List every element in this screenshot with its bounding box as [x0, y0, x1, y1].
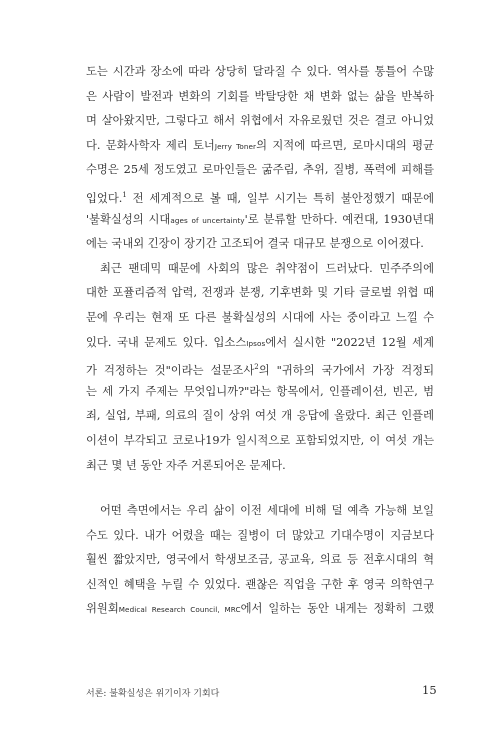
text-line: 최근 팬데믹 때문에 사회의 많은 취약점이 드러났다. 민주주의에	[100, 261, 434, 275]
text-line	[86, 183, 434, 208]
text-line: 신적인 혜택을 누릴 수 있었다. 괜찮은 직업을 구한 후 영국 의학연구	[86, 577, 434, 591]
text-segment: 있다. 국내 문제도 있다. 입소스	[86, 335, 247, 349]
text-line	[86, 134, 434, 159]
page-number: 15	[422, 683, 437, 697]
text-line: 며 살아왔지만, 그렇다고 해서 위협에서 자유로웠던 것은 결코 아니었	[86, 114, 434, 128]
text-line: 는 세 가지 주제는 무엇입니까?"라는 항목에서, 인플레이션, 빈곤, 범	[86, 384, 434, 398]
footnote-marker: 2	[254, 363, 259, 372]
text-segment: 가 걱정하는 것"이라는 설문조사	[86, 364, 255, 378]
text-segment: '불확실성의 시대	[86, 212, 171, 226]
text-segment: 에서 일하는 동안 내게는 정확히 그랬	[240, 602, 434, 616]
text-line: 에는 국내외 긴장이 장기간 고조되어 결국 대규모 분쟁으로 이어졌다.	[86, 237, 424, 251]
original-name-annotation: Jerry Toner	[214, 141, 257, 151]
paragraph-gap	[86, 478, 434, 499]
text-line: 수명은 25세 정도였고 로마인들은 굶주림, 추위, 질병, 폭력에 피해를	[86, 163, 434, 177]
text-segment: 의 "귀하의 국가에서 가장 걱정되	[258, 364, 434, 378]
text-line	[86, 597, 434, 622]
text-line	[86, 208, 434, 233]
running-title: 서론: 불확실성은 위기이자 기회다	[86, 689, 220, 699]
text-line: 어떤 측면에서는 우리 삶이 이전 세대에 비해 덜 예측 가능해 보일	[100, 504, 434, 518]
text-line: 대한 포퓰리즘적 압력, 전쟁과 분쟁, 기후변화 및 기타 글로벌 위협 때	[86, 286, 434, 300]
original-term-annotation: ages of uncertainty	[170, 215, 245, 225]
text-segment: 위원회	[86, 602, 119, 616]
paragraph-1	[86, 60, 434, 257]
text-line: 은 사람이 발전과 변화의 기회를 박탈당한 채 변화 없는 삶을 반복하	[86, 89, 434, 103]
original-name-annotation: Medical Research Council, MRC	[118, 605, 241, 615]
text-segment: 전 세계적으로 볼 때, 일부 시기는 특히 불안정했기 때문에	[126, 191, 434, 205]
original-name-annotation: Ipsos	[246, 338, 266, 348]
text-line	[86, 331, 434, 356]
text-segment: 입었다.	[86, 191, 123, 205]
body-text	[86, 60, 434, 622]
footnote-marker: 1	[122, 190, 127, 199]
text-line: 최근 몇 년 동안 자주 거론되어온 문제다.	[86, 458, 286, 472]
text-line: 훨씬 짧았지만, 영국에서 학생보조금, 공교육, 의료 등 전후시대의 혁	[86, 553, 434, 567]
paragraph-3	[86, 499, 434, 622]
text-segment: 의 지적에 따르면, 로마시대의 평균	[256, 138, 434, 152]
paragraph-2	[86, 257, 434, 478]
text-line: 수도 있다. 내가 어렸을 때는 질병이 더 많았고 기대수명이 지금보다	[86, 528, 434, 542]
text-segment: '로 분류할 만하다. 예컨대, 1930년대	[244, 212, 434, 226]
text-segment: 다. 문화사학자 제리 토너	[86, 138, 215, 152]
text-segment: 에서 실시한 "2022년 12월 세계	[265, 335, 434, 349]
text-line: 도는 시간과 장소에 따라 상당히 달라질 수 있다. 역사를 통틀어 수많	[86, 65, 434, 78]
text-line: 죄, 실업, 부패, 의료의 질이 상위 여섯 개 응답에 올랐다. 최근 인플레	[86, 409, 434, 423]
text-line: 이션이 부각되고 코로나19가 일시적으로 포함되었지만, 이 여섯 개는	[86, 433, 434, 447]
text-line	[86, 355, 434, 380]
text-line: 문에 우리는 현재 또 다른 불확실성의 시대에 사는 중이라고 느낄 수	[86, 310, 434, 324]
